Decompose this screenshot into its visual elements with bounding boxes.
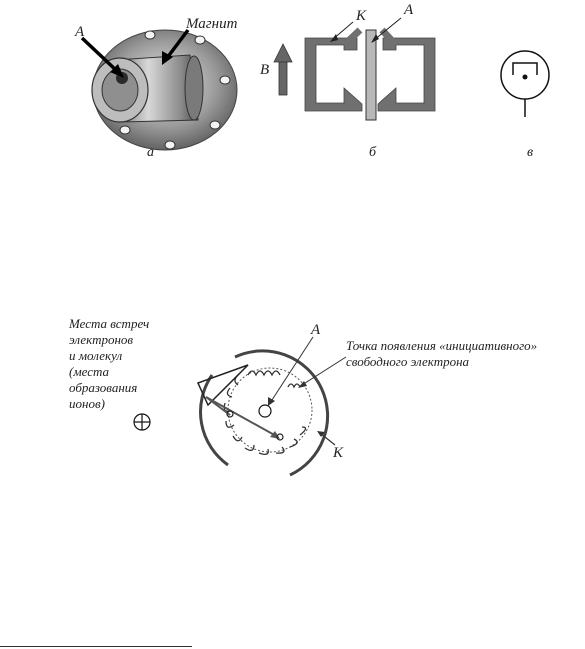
panel-b-field-label: B [260,62,270,78]
anode-leader-bottom [270,337,313,403]
initiative-electron-text: Точка появления «инициативного» свободного электрона [346,338,538,369]
anode-center [259,405,271,417]
ion-arrow-2 [206,397,230,415]
bottom-cathode-label: К [333,445,343,461]
panel-b-anode-label: А [404,2,414,18]
anode-plate [366,30,376,120]
panel-a-caption: а [147,145,154,160]
cathode-left [305,38,362,111]
cathode-right [378,38,435,111]
symbol-anode [513,63,537,75]
ion-symbol [134,414,150,430]
symbol-dot [523,75,528,80]
field-arrow-shaft [279,60,287,95]
initiative-squiggle [288,384,300,387]
panel-b-cathode-label: К [356,8,366,24]
panel-a-anode-label: А [75,24,85,40]
ion-formation-text: Места встреч электронов и молекул (места образования ионов) [69,316,150,411]
field-arrow-head [274,44,292,62]
panel-b-caption: б [369,145,377,160]
panel-v-caption: в [527,145,534,160]
bottom-anode-label: А [311,322,321,338]
panel-v-symbol [495,45,555,135]
footnote-rule [0,646,192,647]
panel-a-magnet-label: Магнит [186,16,238,32]
